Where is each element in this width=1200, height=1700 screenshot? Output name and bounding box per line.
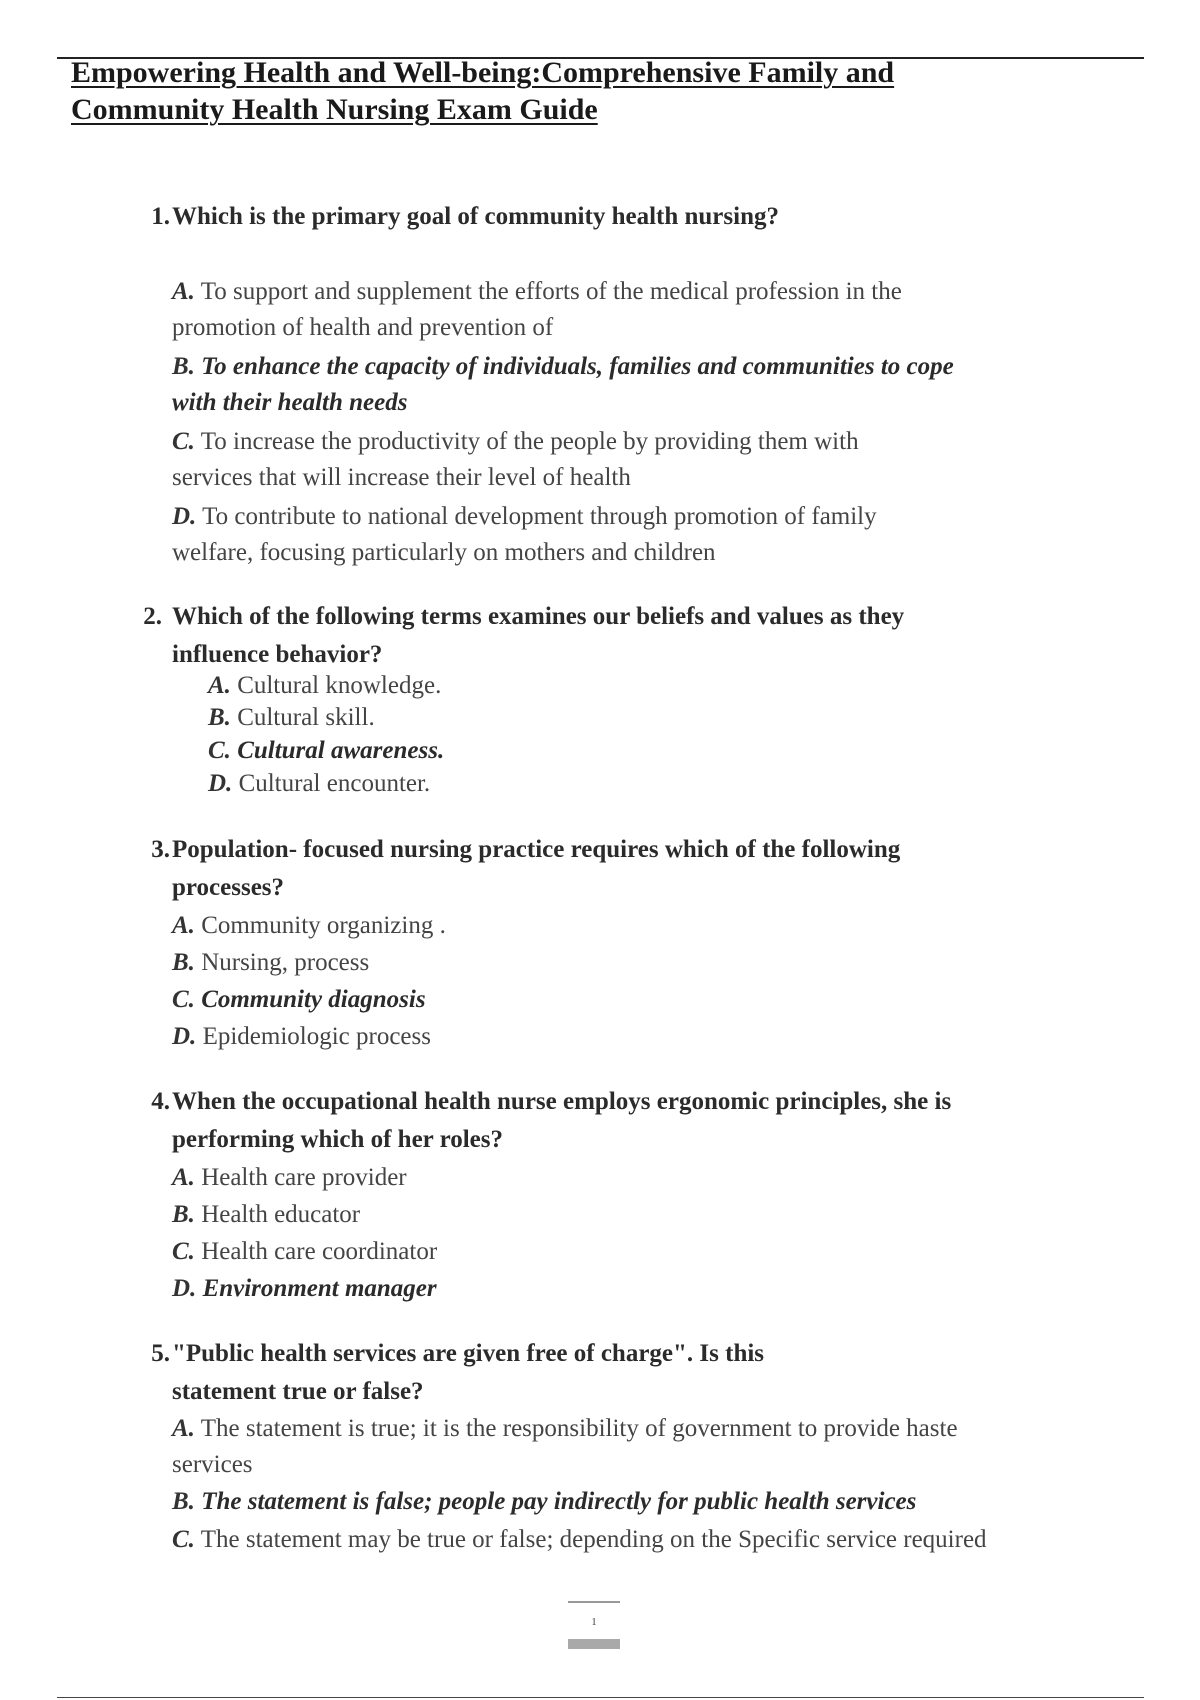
question-text: Which of the following terms examines our beliefs and values as they influence behavior? [172,603,905,668]
option-d-correct: D. Environment manager [172,1275,437,1302]
title-line-2: Community Health Nursing Exam Guide [71,93,598,126]
question-number: 2. [143,603,162,630]
page-title [71,54,1071,128]
question-text: Which is the primary goal of community health nursing? [172,203,779,230]
question-number: 4. [151,1088,170,1115]
option-a: A. Cultural knowledge. [208,672,442,699]
question-number: 5. [151,1340,170,1367]
option-b-correct: B. To enhance the capacity of individuals, families and communities to cope with their health needs [172,353,954,416]
option-b-correct: B. The statement is false; people pay indirectly for public health services [172,1488,917,1515]
option-d: D. Epidemiologic process [172,1023,431,1050]
page-footer [568,1601,620,1651]
option-a: A. Health care provider [172,1164,407,1191]
option-c-correct: C. Cultural awareness. [208,737,445,764]
question-number: 3. [151,836,170,863]
question-text: Population- focused nursing practice requires which of the following processes? [172,836,901,901]
footer-bar [568,1639,620,1649]
option-d: D. To contribute to national development through promotion of family welfare, focusing particularly on mothers and children [172,503,877,566]
question-text: When the occupational health nurse employs ergonomic principles, she is performing which of her roles? [172,1088,952,1153]
option-d: D. Cultural encounter. [208,770,431,797]
option-b: B. Nursing, process [172,949,370,976]
option-b: B. Health educator [172,1201,361,1228]
page-number: 1 [591,1617,597,1628]
option-b: B. Cultural skill. [208,704,375,731]
option-a: A. Community organizing . [172,912,446,939]
question-text: "Public health services are given free of charge". Is this statement true or false? [172,1340,765,1405]
option-c-correct: C. Community diagnosis [172,986,426,1013]
option-a: A. The statement is true; it is the responsibility of government to provide haste services [172,1415,958,1478]
footer-rule [568,1601,620,1603]
bottom-rule [57,1697,1144,1698]
title-line-1: Empowering Health and Well-being:Comprehensive Family and [71,56,895,89]
option-c: C. The statement may be true or false; depending on the Specific service required [172,1526,987,1553]
option-a: A. To support and supplement the efforts of the medical profession in the promotion of health and prevention of [172,278,902,341]
option-c: C. Health care coordinator [172,1238,438,1265]
option-c: C. To increase the productivity of the people by providing them with services that will increase their level of health [172,428,859,491]
question-number: 1. [151,203,170,230]
